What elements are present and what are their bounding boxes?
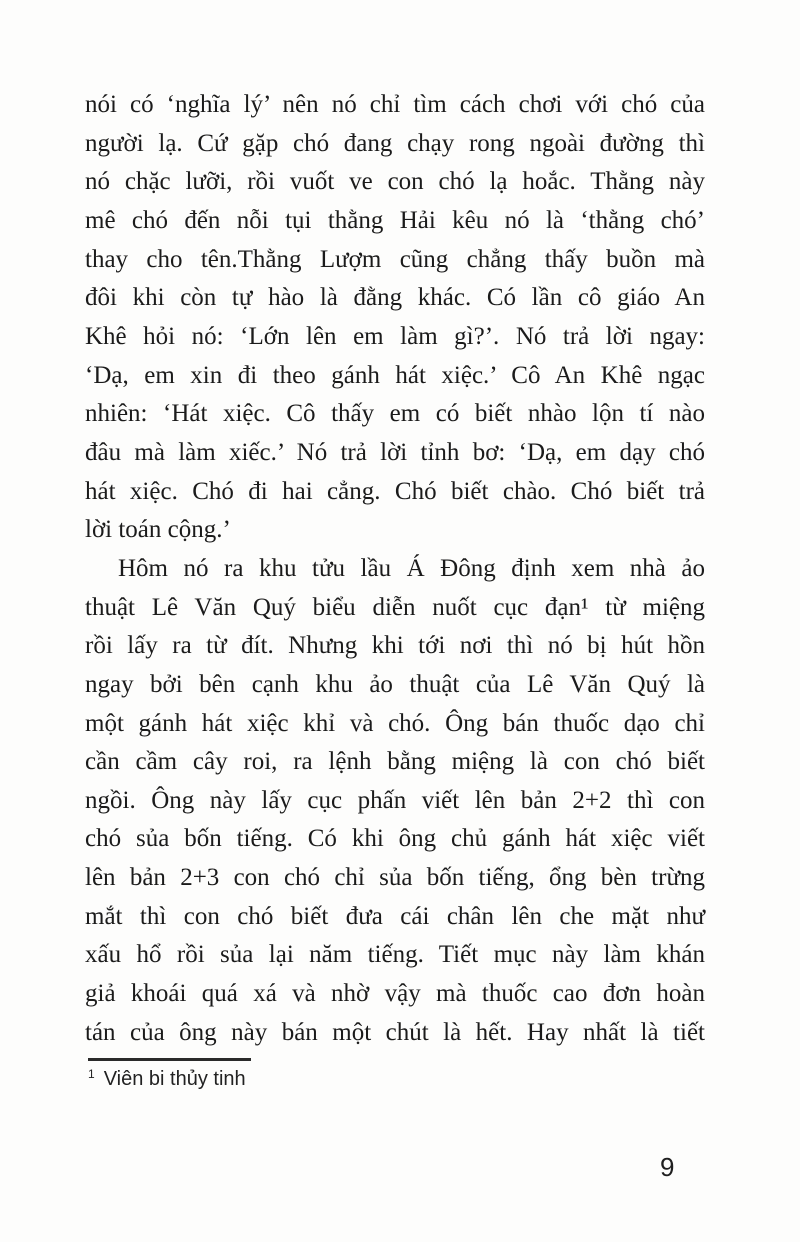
- text-line: đâu mà làm xiếc.’ Nó trả lời tỉnh bơ: ‘Dạ, em dạy chó: [85, 438, 705, 466]
- text-line: Hôm nó ra khu tửu lầu Á Đông định xem nhà ảo: [118, 554, 705, 582]
- text-line: một gánh hát xiệc khỉ và chó. Ông bán thuốc dạo chỉ: [85, 709, 705, 737]
- text-line: lên bản 2+3 con chó chỉ sủa bốn tiếng, ổng bèn trừng: [85, 864, 705, 892]
- text-line: Khê hỏi nó: ‘Lớn lên em làm gì?’. Nó trả lời ngay:: [85, 322, 705, 350]
- text-line: ngồi. Ông này lấy cục phấn viết lên bản 2+2 thì con: [85, 786, 705, 814]
- text-line: chó sủa bốn tiếng. Có khi ông chủ gánh hát xiệc viết: [85, 825, 705, 853]
- text-line: lời toán cộng.’: [85, 516, 231, 544]
- text-line: thuật Lê Văn Quý biểu diễn nuốt cục đạn¹ từ miệng: [85, 593, 705, 621]
- text-line: mắt thì con chó biết đưa cái chân lên che mặt như: [85, 902, 705, 930]
- footnote-marker: 1: [88, 1067, 95, 1081]
- footnote-divider: [88, 1058, 251, 1061]
- text-line: đôi khi còn tự hào là đằng khác. Có lần cô giáo An: [85, 284, 705, 312]
- text-line: tán của ông này bán một chút là hết. Hay nhất là tiết: [85, 1018, 705, 1046]
- text-line: người lạ. Cứ gặp chó đang chạy rong ngoài đường thì: [85, 129, 705, 157]
- text-line: cần cầm cây roi, ra lệnh bằng miệng là con chó biết: [85, 748, 705, 776]
- footnote: [88, 1068, 246, 1091]
- text-line: thay cho tên.Thằng Lượm cũng chẳng thấy buồn mà: [85, 245, 705, 273]
- text-line: giả khoái quá xá và nhờ vậy mà thuốc cao đơn hoàn: [85, 980, 705, 1008]
- footnote-text: Viên bi thủy tinh: [103, 1068, 246, 1090]
- text-line: nhiên: ‘Hát xiệc. Cô thấy em có biết nhào lộn tí nào: [85, 400, 705, 428]
- page-number: 9: [660, 1152, 675, 1182]
- text-line: rồi lấy ra từ đít. Nhưng khi tới nơi thì nó bị hút hồn: [85, 632, 705, 660]
- text-line: ngay bởi bên cạnh khu ảo thuật của Lê Văn Quý là: [85, 670, 705, 698]
- text-line: hát xiệc. Chó đi hai cẳng. Chó biết chào. Chó biết trả: [85, 477, 705, 505]
- text-line: ‘Dạ, em xin đi theo gánh hát xiệc.’ Cô An Khê ngạc: [85, 361, 705, 389]
- text-line: mê chó đến nỗi tụi thằng Hải kêu nó là ‘thằng chó’: [85, 206, 705, 234]
- text-line: xấu hổ rồi sủa lại năm tiếng. Tiết mục này làm khán: [85, 941, 705, 969]
- body-text: [85, 86, 705, 1052]
- text-line: nó chặc lưỡi, rồi vuốt ve con chó lạ hoắc. Thằng này: [85, 168, 705, 196]
- text-line: nói có ‘nghĩa lý’ nên nó chỉ tìm cách chơi với chó của: [85, 91, 705, 118]
